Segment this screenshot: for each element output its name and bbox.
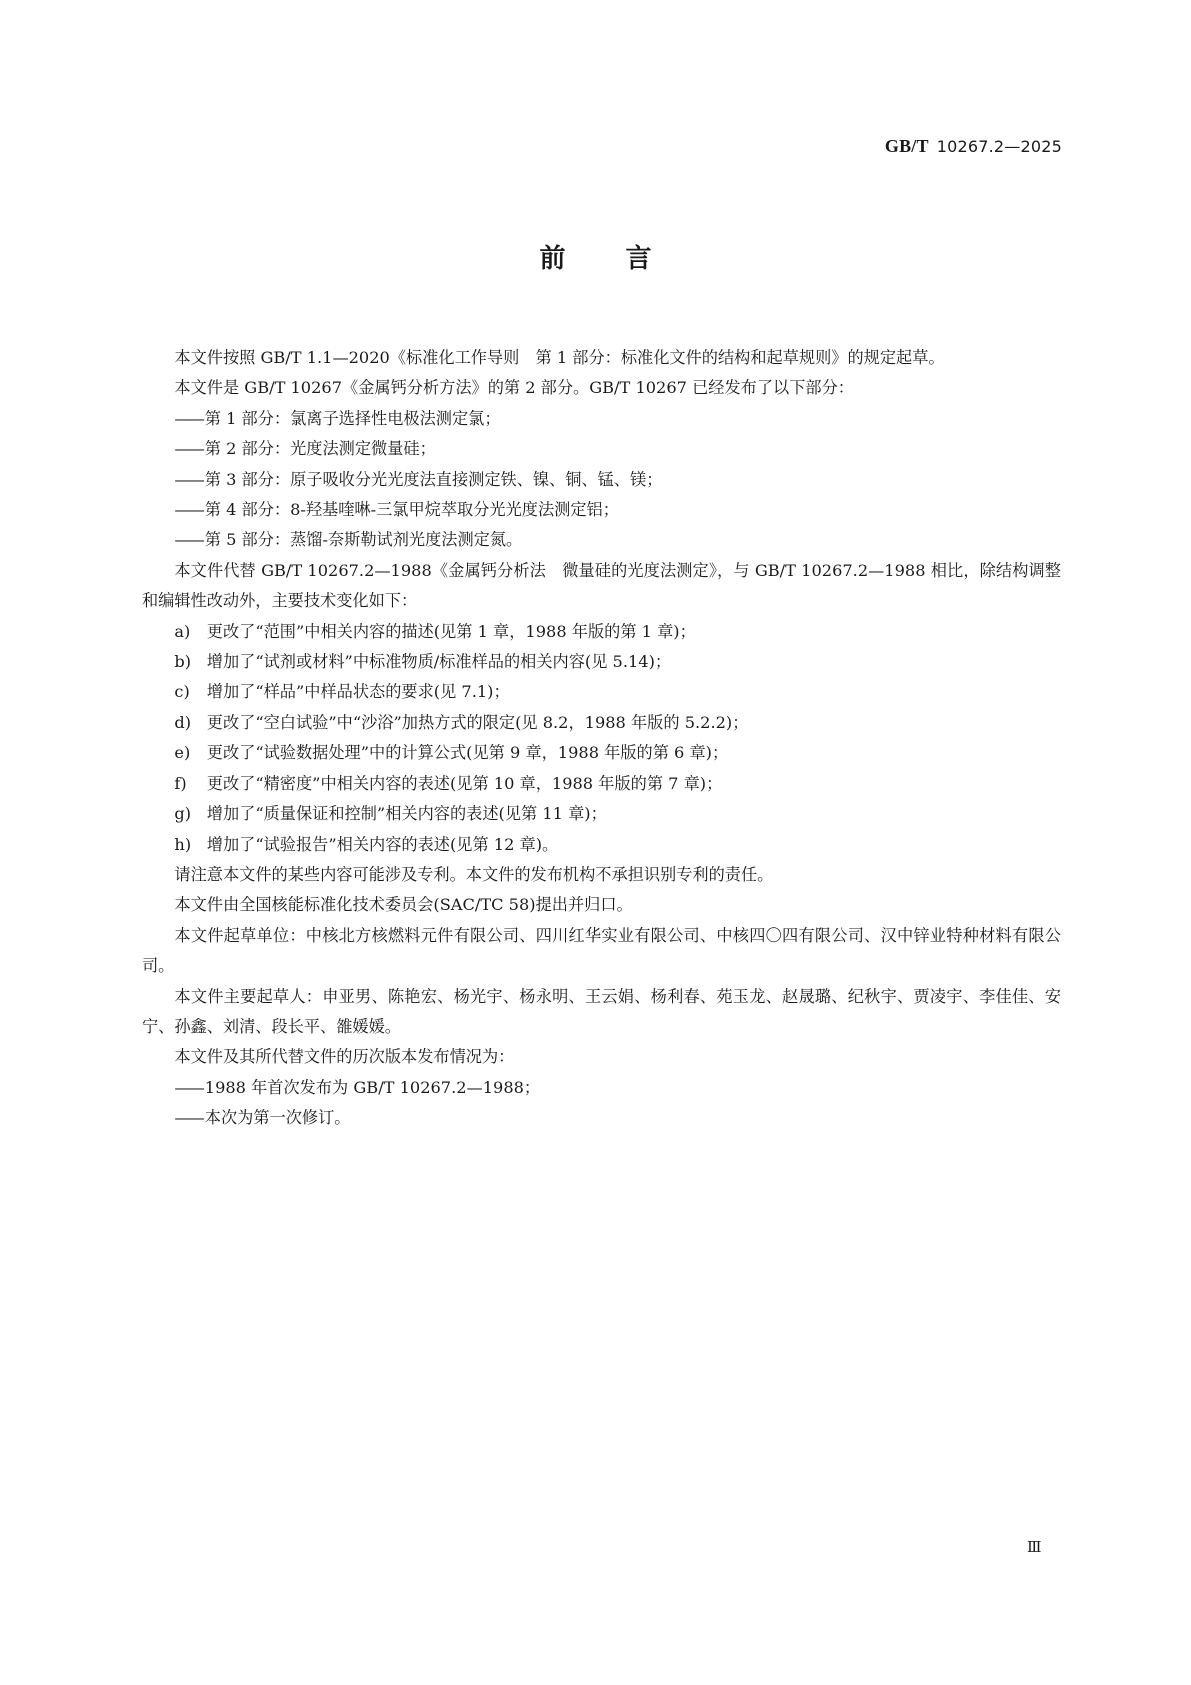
- list-item-history-2: —— 本次为第一次修订。: [174, 1108, 351, 1128]
- foreword-body: [142, 343, 1061, 1134]
- list-item-change-h: h) 增加了“试验报告”相关内容的表述(见第 12 章)。: [174, 834, 559, 854]
- paragraph-proposer: 本文件由全国核能标准化技术委员会(SAC/TC 58)提出并归口。: [174, 895, 633, 915]
- paragraph-version-history: 本文件及其所代替文件的历次版本发布情况为：: [174, 1047, 515, 1067]
- paragraph-drafters: 本文件主要起草人：申亚男、陈艳宏、杨光宇、杨永明、王云娟、杨利春、苑玉龙、赵晟璐、纪秋宇、贾凌宇、李佳佳、安宁、孙鑫、刘清、段长平、雒媛媛。: [142, 986, 1061, 1036]
- list-item-change-a: a) 更改了“范围”中相关内容的描述(见第 1 章，1988 年版的第 1 章)；: [174, 621, 696, 641]
- list-item-part-2: —— 第 2 部分：光度法测定微量硅；: [174, 439, 436, 459]
- dash-marker: ——: [174, 469, 203, 489]
- dash-marker: ——: [174, 408, 203, 428]
- list-item-change-c: c) 增加了“样品”中样品状态的要求(见 7.1)；: [174, 682, 510, 702]
- dash-marker: ——: [174, 530, 203, 550]
- list-item-change-d: d) 更改了“空白试验”中“沙浴”加热方式的限定(见 8.2，1988 年版的 5.2.2)；: [174, 712, 749, 732]
- dash-marker: ——: [174, 500, 203, 520]
- list-item-change-f: f) 更改了“精密度”中相关内容的表述(见第 10 章，1988 年版的第 7 章)；: [174, 773, 723, 793]
- list-item-change-g: g) 增加了“质量保证和控制”相关内容的表述(见第 11 章)；: [174, 804, 607, 824]
- page-number: Ⅲ: [1027, 1540, 1041, 1556]
- list-item-history-1: —— 1988 年首次发布为 GB/T 10267.2—1988；: [174, 1077, 541, 1097]
- list-item-part-4: —— 第 4 部分：8-羟基喹啉-三氯甲烷萃取分光光度法测定铝；: [174, 500, 619, 520]
- document-number-value: 10267.2—2025: [936, 137, 1062, 156]
- document-number: [885, 136, 1062, 157]
- list-item-change-b: b) 增加了“试剂或材料”中标准物质/标准样品的相关内容(见 5.14)；: [174, 652, 672, 672]
- list-item-part-1: —— 第 1 部分：氯离子选择性电极法测定氯；: [174, 408, 501, 428]
- list-item-part-5: —— 第 5 部分：蒸馏-奈斯勒试剂光度法测定氮。: [174, 530, 523, 550]
- dash-marker: ——: [174, 1077, 203, 1097]
- paragraph-series-intro: 本文件是 GB/T 10267《金属钙分析方法》的第 2 部分。GB/T 10267 已经发布了以下部分：: [174, 378, 854, 398]
- list-item-part-3: —— 第 3 部分：原子吸收分光光度法直接测定铁、镍、铜、锰、镁；: [174, 469, 663, 489]
- dash-marker: ——: [174, 1108, 203, 1128]
- document-number-prefix: GB/T: [884, 136, 929, 156]
- paragraph-patent-notice: 请注意本文件的某些内容可能涉及专利。本文件的发布机构不承担识别专利的责任。: [174, 864, 774, 884]
- paragraph-drafting-units: 本文件起草单位：中核北方核燃料元件有限公司、四川红华实业有限公司、中核四〇四有限公司、汉中锌业特种材料有限公司。: [142, 925, 1061, 976]
- paragraph-replacement: 本文件代替 GB/T 10267.2—1988《金属钙分析法 微量硅的光度法测定》，与 GB/T 10267.2—1988 相比，除结构调整和编辑性改动外，主要技术变化如下：: [142, 560, 1061, 611]
- paragraph-drafting-rules: 本文件按照 GB/T 1.1—2020《标准化工作导则 第 1 部分：标准化文件的结构和起草规则》的规定起草。: [174, 348, 945, 367]
- page-title: 前言: [539, 244, 712, 274]
- dash-marker: ——: [174, 439, 203, 459]
- list-item-change-e: e) 更改了“试验数据处理”中的计算公式(见第 9 章，1988 年版的第 6 章)；: [174, 743, 729, 763]
